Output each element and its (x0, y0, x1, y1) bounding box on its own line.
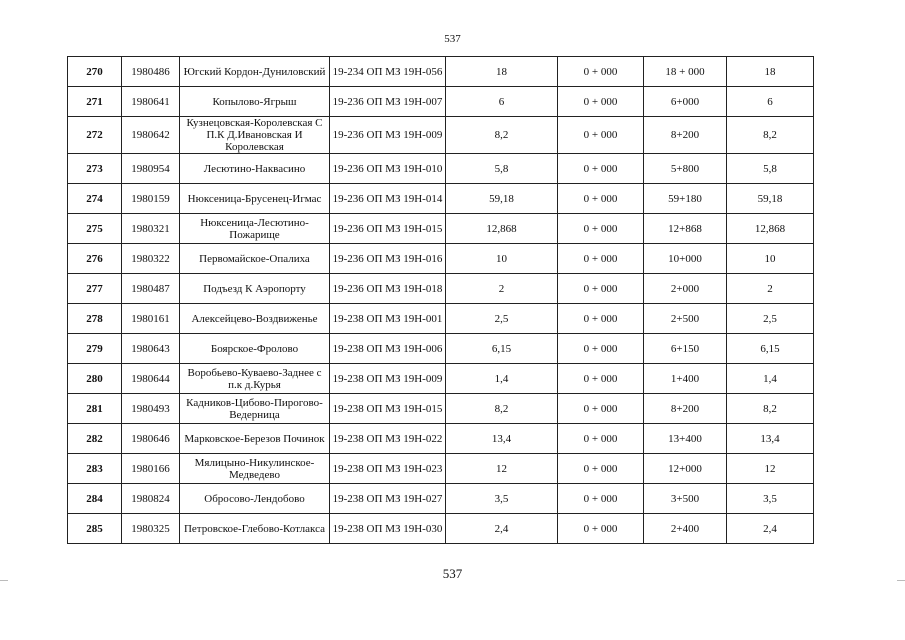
length-cell: 2 (446, 274, 558, 304)
table-row (68, 87, 814, 117)
road-name-cell: Лесютино-Наквасино (180, 154, 330, 184)
end-km-cell: 3+500 (644, 484, 727, 514)
road-name-cell: Мялицыно-Никулинское-Медведево (180, 454, 330, 484)
table-row (68, 214, 814, 244)
road-name-cell: Боярское-Фролово (180, 334, 330, 364)
total-length-cell: 8,2 (727, 117, 814, 154)
road-code-cell: 1980325 (122, 514, 180, 544)
table-body (68, 57, 814, 544)
page-number-bottom: 537 (442, 566, 463, 581)
registration-number-cell: 19-238 ОП МЗ 19Н-030 (330, 514, 446, 544)
total-length-cell: 3,5 (727, 484, 814, 514)
registration-number-cell: 19-236 ОП МЗ 19Н-014 (330, 184, 446, 214)
registration-number-cell: 19-236 ОП МЗ 19Н-007 (330, 87, 446, 117)
start-km-cell: 0 + 000 (558, 117, 644, 154)
registration-number-cell: 19-238 ОП МЗ 19Н-027 (330, 484, 446, 514)
road-code-cell: 1980641 (122, 87, 180, 117)
total-length-cell: 59,18 (727, 184, 814, 214)
road-name-cell: Первомайское-Опалиха (180, 244, 330, 274)
row-number-cell: 281 (68, 394, 122, 424)
table-row (68, 334, 814, 364)
registration-number-cell: 19-236 ОП МЗ 19Н-018 (330, 274, 446, 304)
total-length-cell: 18 (727, 57, 814, 87)
row-number-cell: 278 (68, 304, 122, 334)
start-km-cell: 0 + 000 (558, 454, 644, 484)
end-km-cell: 2+000 (644, 274, 727, 304)
road-code-cell: 1980954 (122, 154, 180, 184)
road-name-cell: Обросово-Лендобово (180, 484, 330, 514)
registration-number-cell: 19-236 ОП МЗ 19Н-009 (330, 117, 446, 154)
length-cell: 18 (446, 57, 558, 87)
end-km-cell: 1+400 (644, 364, 727, 394)
end-km-cell: 2+400 (644, 514, 727, 544)
road-code-cell: 1980824 (122, 484, 180, 514)
start-km-cell: 0 + 000 (558, 57, 644, 87)
row-number-cell: 282 (68, 424, 122, 454)
total-length-cell: 2,5 (727, 304, 814, 334)
page-number-top: 537 (444, 33, 461, 45)
table-row (68, 184, 814, 214)
road-code-cell: 1980486 (122, 57, 180, 87)
end-km-cell: 2+500 (644, 304, 727, 334)
length-cell: 13,4 (446, 424, 558, 454)
total-length-cell: 13,4 (727, 424, 814, 454)
length-cell: 12 (446, 454, 558, 484)
length-cell: 6,15 (446, 334, 558, 364)
road-code-cell: 1980642 (122, 117, 180, 154)
end-km-cell: 18 + 000 (644, 57, 727, 87)
table-row (68, 57, 814, 87)
start-km-cell: 0 + 000 (558, 244, 644, 274)
road-code-cell: 1980159 (122, 184, 180, 214)
row-number-cell: 274 (68, 184, 122, 214)
table-row (68, 274, 814, 304)
total-length-cell: 2,4 (727, 514, 814, 544)
start-km-cell: 0 + 000 (558, 154, 644, 184)
road-code-cell: 1980487 (122, 274, 180, 304)
scan-mark-left (0, 580, 8, 581)
table-row (68, 244, 814, 274)
road-code-cell: 1980643 (122, 334, 180, 364)
total-length-cell: 8,2 (727, 394, 814, 424)
road-code-cell: 1980322 (122, 244, 180, 274)
total-length-cell: 2 (727, 274, 814, 304)
start-km-cell: 0 + 000 (558, 87, 644, 117)
length-cell: 8,2 (446, 394, 558, 424)
end-km-cell: 59+180 (644, 184, 727, 214)
registration-number-cell: 19-238 ОП МЗ 19Н-009 (330, 364, 446, 394)
table-row (68, 484, 814, 514)
road-name-cell: Подъезд К Аэропорту (180, 274, 330, 304)
table-row (68, 304, 814, 334)
registration-number-cell: 19-238 ОП МЗ 19Н-015 (330, 394, 446, 424)
road-name-cell: Нюксеница-Лесютино-Пожарище (180, 214, 330, 244)
registration-number-cell: 19-234 ОП МЗ 19Н-056 (330, 57, 446, 87)
start-km-cell: 0 + 000 (558, 394, 644, 424)
end-km-cell: 8+200 (644, 394, 727, 424)
registration-number-cell: 19-236 ОП МЗ 19Н-016 (330, 244, 446, 274)
length-cell: 5,8 (446, 154, 558, 184)
total-length-cell: 6 (727, 87, 814, 117)
total-length-cell: 6,15 (727, 334, 814, 364)
end-km-cell: 6+000 (644, 87, 727, 117)
row-number-cell: 285 (68, 514, 122, 544)
registration-number-cell: 19-238 ОП МЗ 19Н-022 (330, 424, 446, 454)
road-name-cell: Кадников-Цибово-Пирогово-Ведерница (180, 394, 330, 424)
registration-number-cell: 19-236 ОП МЗ 19Н-015 (330, 214, 446, 244)
road-code-cell: 1980646 (122, 424, 180, 454)
registration-number-cell: 19-238 ОП МЗ 19Н-006 (330, 334, 446, 364)
total-length-cell: 12,868 (727, 214, 814, 244)
registration-number-cell: 19-238 ОП МЗ 19Н-001 (330, 304, 446, 334)
start-km-cell: 0 + 000 (558, 334, 644, 364)
length-cell: 2,5 (446, 304, 558, 334)
start-km-cell: 0 + 000 (558, 364, 644, 394)
registration-number-cell: 19-238 ОП МЗ 19Н-023 (330, 454, 446, 484)
table-row (68, 154, 814, 184)
road-code-cell: 1980321 (122, 214, 180, 244)
total-length-cell: 10 (727, 244, 814, 274)
total-length-cell: 1,4 (727, 364, 814, 394)
end-km-cell: 10+000 (644, 244, 727, 274)
row-number-cell: 272 (68, 117, 122, 154)
table-row (68, 454, 814, 484)
road-code-cell: 1980161 (122, 304, 180, 334)
end-km-cell: 8+200 (644, 117, 727, 154)
row-number-cell: 279 (68, 334, 122, 364)
total-length-cell: 12 (727, 454, 814, 484)
length-cell: 59,18 (446, 184, 558, 214)
roads-table (67, 56, 814, 544)
row-number-cell: 280 (68, 364, 122, 394)
length-cell: 12,868 (446, 214, 558, 244)
row-number-cell: 270 (68, 57, 122, 87)
table-row (68, 514, 814, 544)
start-km-cell: 0 + 000 (558, 184, 644, 214)
length-cell: 2,4 (446, 514, 558, 544)
road-name-cell: Марковское-Березов Починок (180, 424, 330, 454)
road-name-cell: Нюксеница-Брусенец-Игмас (180, 184, 330, 214)
road-name-cell: Алексейцево-Воздвиженье (180, 304, 330, 334)
end-km-cell: 5+800 (644, 154, 727, 184)
road-name-cell: Югский Кордон-Дуниловский (180, 57, 330, 87)
table-row (68, 117, 814, 154)
road-name-cell: Петровское-Глебово-Котлакса (180, 514, 330, 544)
road-code-cell: 1980644 (122, 364, 180, 394)
length-cell: 3,5 (446, 484, 558, 514)
road-name-cell: Копылово-Ягрыш (180, 87, 330, 117)
row-number-cell: 277 (68, 274, 122, 304)
start-km-cell: 0 + 000 (558, 484, 644, 514)
length-cell: 1,4 (446, 364, 558, 394)
row-number-cell: 284 (68, 484, 122, 514)
scan-mark-right (897, 580, 905, 581)
row-number-cell: 283 (68, 454, 122, 484)
registration-number-cell: 19-236 ОП МЗ 19Н-010 (330, 154, 446, 184)
end-km-cell: 12+000 (644, 454, 727, 484)
start-km-cell: 0 + 000 (558, 424, 644, 454)
road-name-cell: Кузнецовская-Королевская С П.К Д.Ивановская И Королевская (180, 117, 330, 154)
road-code-cell: 1980166 (122, 454, 180, 484)
row-number-cell: 271 (68, 87, 122, 117)
row-number-cell: 273 (68, 154, 122, 184)
start-km-cell: 0 + 000 (558, 214, 644, 244)
total-length-cell: 5,8 (727, 154, 814, 184)
end-km-cell: 6+150 (644, 334, 727, 364)
table-row (68, 364, 814, 394)
table-row (68, 394, 814, 424)
end-km-cell: 12+868 (644, 214, 727, 244)
length-cell: 10 (446, 244, 558, 274)
row-number-cell: 276 (68, 244, 122, 274)
start-km-cell: 0 + 000 (558, 274, 644, 304)
row-number-cell: 275 (68, 214, 122, 244)
road-code-cell: 1980493 (122, 394, 180, 424)
start-km-cell: 0 + 000 (558, 514, 644, 544)
length-cell: 6 (446, 87, 558, 117)
end-km-cell: 13+400 (644, 424, 727, 454)
road-name-cell: Воробьево-Куваево-Заднее с п.к д.Курья (180, 364, 330, 394)
table-row (68, 424, 814, 454)
length-cell: 8,2 (446, 117, 558, 154)
start-km-cell: 0 + 000 (558, 304, 644, 334)
